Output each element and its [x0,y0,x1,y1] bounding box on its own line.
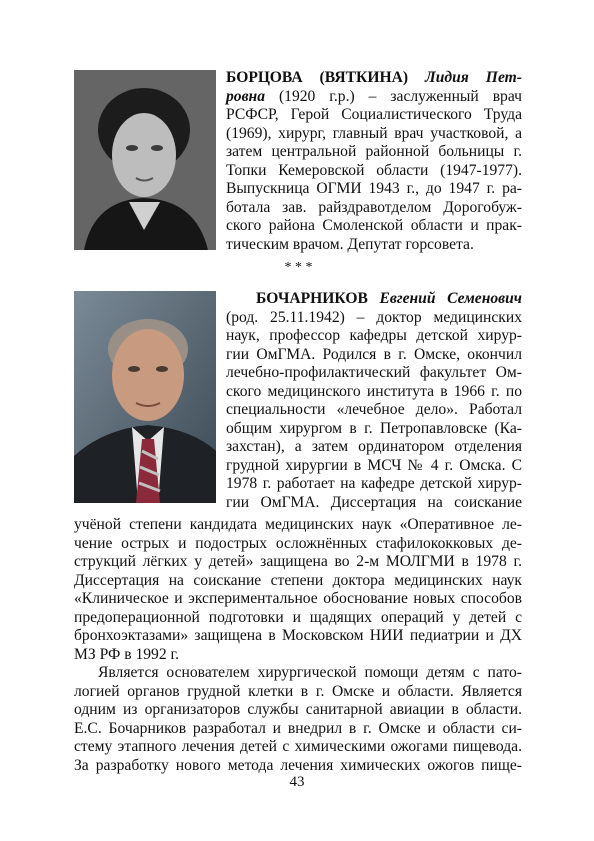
person-given-name: Евгений Семенович [379,290,522,307]
bio-line: Диссертация на соискание степени доктора медицинских наук [74,571,522,589]
bio-line: струкций лёгких у детей» защищена во 2-м МОЛГМИ в 1978 г. [74,553,522,571]
bio-line: МЗ РФ в 1992 г. [74,645,180,663]
bio-line: тическим врачом. Депутат горсовета. [226,235,474,253]
bio-line: затем центральной районной больницы г. [226,143,522,161]
bio-line: ского медицинского института в 1966 г. по [226,382,522,400]
bio-line: гии ОмГМА. Родился в г. Омске, окончил [226,345,522,363]
portrait-photo-bortsova [74,70,216,250]
paragraph-line: стему этапного лечения детей с химическими ожогами пищевода. [74,738,522,756]
portrait-photo-bocharnikov [74,291,216,503]
paragraph-line: Е.С. Бочарников разработал и внедрил в г. Омске и области си- [74,719,522,737]
bio-line: наук, профессор кафедры детской хирур- [226,327,522,345]
bio-line: Топки Кемеровской области (1947-1977). [226,161,522,179]
bio-line: 1978 г. работает на кафедре детской хирур- [226,475,522,493]
bio-line: грудной хирургии в МСЧ № 4 г. Омска. С [226,456,522,474]
bio-bocharnikov-full [74,516,522,664]
bio-line: специальности «лечебное дело». Работал [226,401,522,419]
page-number: 43 [289,774,305,790]
bio-line: РСФСР, Герой Социалистического Труда [226,106,522,124]
bio-line: ботала зав. райздравотделом Дорогобуж- [226,198,522,216]
paragraph-line: логией органов грудной клетки в г. Омске и области. Является [74,682,522,700]
section-separator: * * * [284,260,313,275]
person-given-name: Лидия Пет- [425,69,522,86]
person-surname: БОЧАРНИКОВ [256,290,368,307]
bio-line: чение острых и подострых осложнённых стафилококковых де- [74,534,522,552]
paragraph-line: одним из организаторов службы санитарной авиации в области. [74,701,522,719]
bio-line: захстан), а затем ординатором отделения [226,438,522,456]
bio-bocharnikov-narrow [226,290,522,513]
person-given-name-cont: ровна [226,87,266,105]
bio-line: бронхоэктазами» защищена в Московском НИИ педиатрии и ДХ [74,627,522,645]
bio-line: общим хирургом в г. Петропавловске (Ка- [226,419,522,437]
bio-line: ского района Смоленской области и прак- [226,217,522,235]
bio-line: предоперационной подготовки и щадящих операций у детей с [74,608,522,626]
bio-line [226,69,522,88]
person-surname: БОРЦОВА (ВЯТКИНА) [226,69,409,86]
bio-line: (1969), хирург, главный врач участковой, а [226,124,522,142]
bio-bortsova [226,69,522,254]
bio-line: «Клиническое и экспериментальное обоснование новых способов [74,590,522,608]
bio-line: гии ОмГМА. Диссертация на соискание [226,494,522,512]
bio-line: учёной степени кандидата медицинских наук «Оперативное ле- [74,516,522,533]
bio-line: Выпускница ОГМИ 1943 г., до 1947 г. ра- [226,180,522,198]
bio-line [226,290,522,309]
paragraph-line: Является основателем хирургической помощи детям с пато- [98,664,522,681]
bio-line: ровна (1920 г.р.) – заслуженный врач [226,87,522,105]
bio-line: лечебно-профилактический факультет Ом- [226,364,522,382]
bio-paragraph [74,664,522,775]
bio-line: (род. 25.11.1942) – доктор медицинских [226,308,522,326]
paragraph-line: За разработку нового метода лечения химических ожогов пище- [74,756,522,774]
